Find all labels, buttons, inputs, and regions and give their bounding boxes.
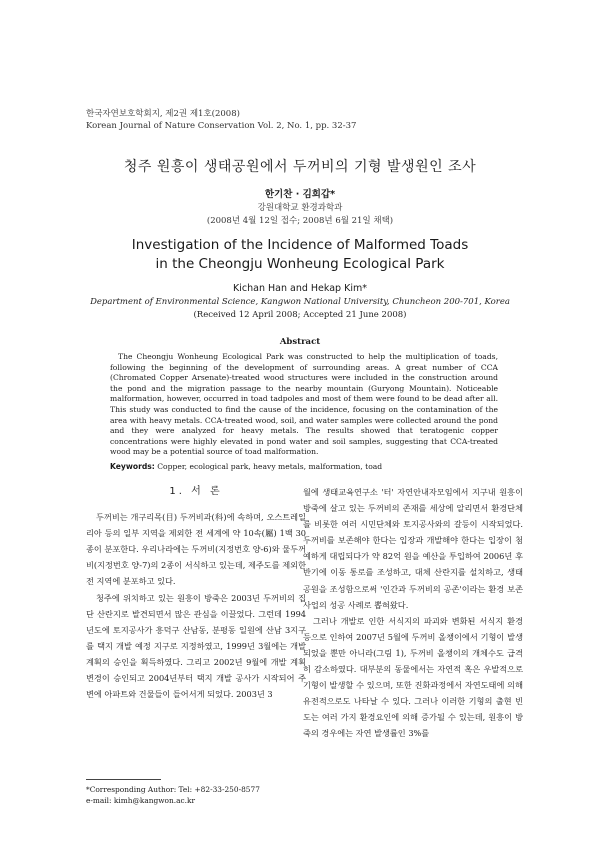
intro-paragraph-1: 두꺼비는 개구리목(目) 두꺼비과(科)에 속하며, 오스트레일리아 등의 일부 지역을 제외한 전 세계에 약 10속(屬) 1백 30종이 분포한다. 우리나라에는 두꺼비(지정번호 양-6)와 물두꺼비(지정번호 양-7)의 2종이 서식하고 있는데, 제주도를 제외한 전 지역에 분포하고 있다.	[86, 512, 306, 587]
abstract-heading: Abstract	[279, 337, 321, 347]
keywords-list: Copper, ecological park, heavy metals, malformation, toad	[157, 462, 383, 471]
body-column-left	[86, 484, 306, 702]
journal-header	[86, 108, 356, 132]
journal-name-korean: 한국자연보호학회지, 제2권 제1호(2008)	[86, 109, 240, 119]
received-date-korean: (2008년 4월 12일 접수; 2008년 6월 21일 채택)	[206, 216, 394, 226]
footnote-divider	[86, 779, 161, 780]
affiliation-korean: 강원대학교 환경과학과	[257, 203, 343, 213]
keywords	[110, 462, 498, 471]
body-column-right	[303, 484, 523, 742]
footnote	[86, 784, 260, 806]
title-english-line2: in the Cheongju Wonheung Ecological Park	[155, 256, 445, 272]
intro-paragraph-2: 청주에 위치하고 있는 원흥이 방죽은 2003년 두꺼비의 집단 산란지로 발견되면서 많은 관심을 이끌었다. 그런데 1994년도에 토지공사가 흥덕구 산남동, 분평동 일원에 산남 3지구를 택지 개발 예정 지구로 지정하였고, 1999년 3월에는 개발 계획의 승인을 획득하였다. 그리고 2002년 9월에 개발 계획 변경이 승인되고 2004년부터 택지 개발 공사가 시작되어 주변에 아파트와 건물들이 들어서게 되었다. 2003년 3	[86, 592, 306, 700]
received-date-english: (Received 12 April 2008; Accepted 21 June 2008)	[193, 310, 407, 320]
abstract-text: The Cheongju Wonheung Ecological Park was constructed to help the multiplication of toads, following the beginning of the development of surrounding areas. A great number of CCA (Chromated Copper Arsenate)-treated wood structures were included in the construction around the pond and the migration passage to the nearby mountain (Guryong Mountain). Noticeable malformation, however, occurred in toad tadpoles and most of them were found to be dead after all. This study was conducted to find the cause of the incidence, focusing on the contamination of the area with heavy metals. CCA-treated wood, soil, and water samples were collected around the pond and they were analyzed for heavy metals. The results showed that teratogenic copper concentrations were highly elevated in pond water and soil samples, suggesting that CCA-treated wood may be a potential source of toad malformation.	[110, 352, 498, 457]
title-english	[0, 236, 600, 274]
intro-paragraph-2-continued: 월에 생태교육연구소 '터' 자연안내자모임에서 지구내 원흥이 방죽에 살고 있는 두꺼비의 존재를 세상에 알리면서 환경단체를 비롯한 여러 시민단체와 토지공사와의 갈등이 시작되었다. 두꺼비를 보존해야 한다는 입장과 개발해야 한다는 입장이 첨예하게 대립되다가 약 82억 원을 예산을 투입하여 2006년 후반기에 이동 통로를 조성하고, 대체 산란지를 설치하고, 생태공원을 조성함으로써 '인간과 두꺼비의 공존'이라는 환경 보존 사업의 성공 사례로 뽑혀왔다.	[303, 487, 523, 610]
title-korean: 청주 원흥이 생태공원에서 두꺼비의 기형 발생원인 조사	[123, 159, 477, 175]
section-heading-introduction: 1. 서 론	[169, 486, 223, 497]
journal-name-english: Korean Journal of Nature Conservation Vol. 2, No. 1, pp. 32-37	[86, 121, 357, 131]
corresponding-author: *Corresponding Author: Tel: +82-33-250-8577	[86, 785, 260, 794]
affiliation-english: Department of Environmental Science, Kangwon National University, Chuncheon 200-701, Korea	[90, 297, 510, 307]
keywords-label: Keywords:	[110, 462, 155, 471]
intro-paragraph-3: 그러나 개발로 인한 서식지의 파괴와 변화된 서식지 환경 등으로 인하여 2007년 5월에 두꺼비 올챙이에서 기형이 발생되었을 뿐만 아니라(그림 1), 두꺼비 올챙이의 개체수도 급격히 감소하였다. 대부분의 동물에서는 자연적 혹은 우발적으로 기형이 발생할 수 있으며, 또한 진화과정에서 자연도태에 의해 유전적으로도 나타날 수 있다. 그러나 이러한 기형의 출현 빈도는 여러 가지 환경요인에 의해 증가될 수 있는데, 원흥이 방죽의 경우에는 자연 발생률인 3%를	[303, 615, 523, 739]
authors-korean: 한기찬 · 김희갑*	[264, 189, 336, 200]
author-email: e-mail: kimh@kangwon.ac.kr	[86, 796, 196, 805]
title-english-line1: Investigation of the Incidence of Malformed Toads	[131, 237, 469, 253]
authors-english: Kichan Han and Hekap Kim*	[233, 283, 367, 294]
